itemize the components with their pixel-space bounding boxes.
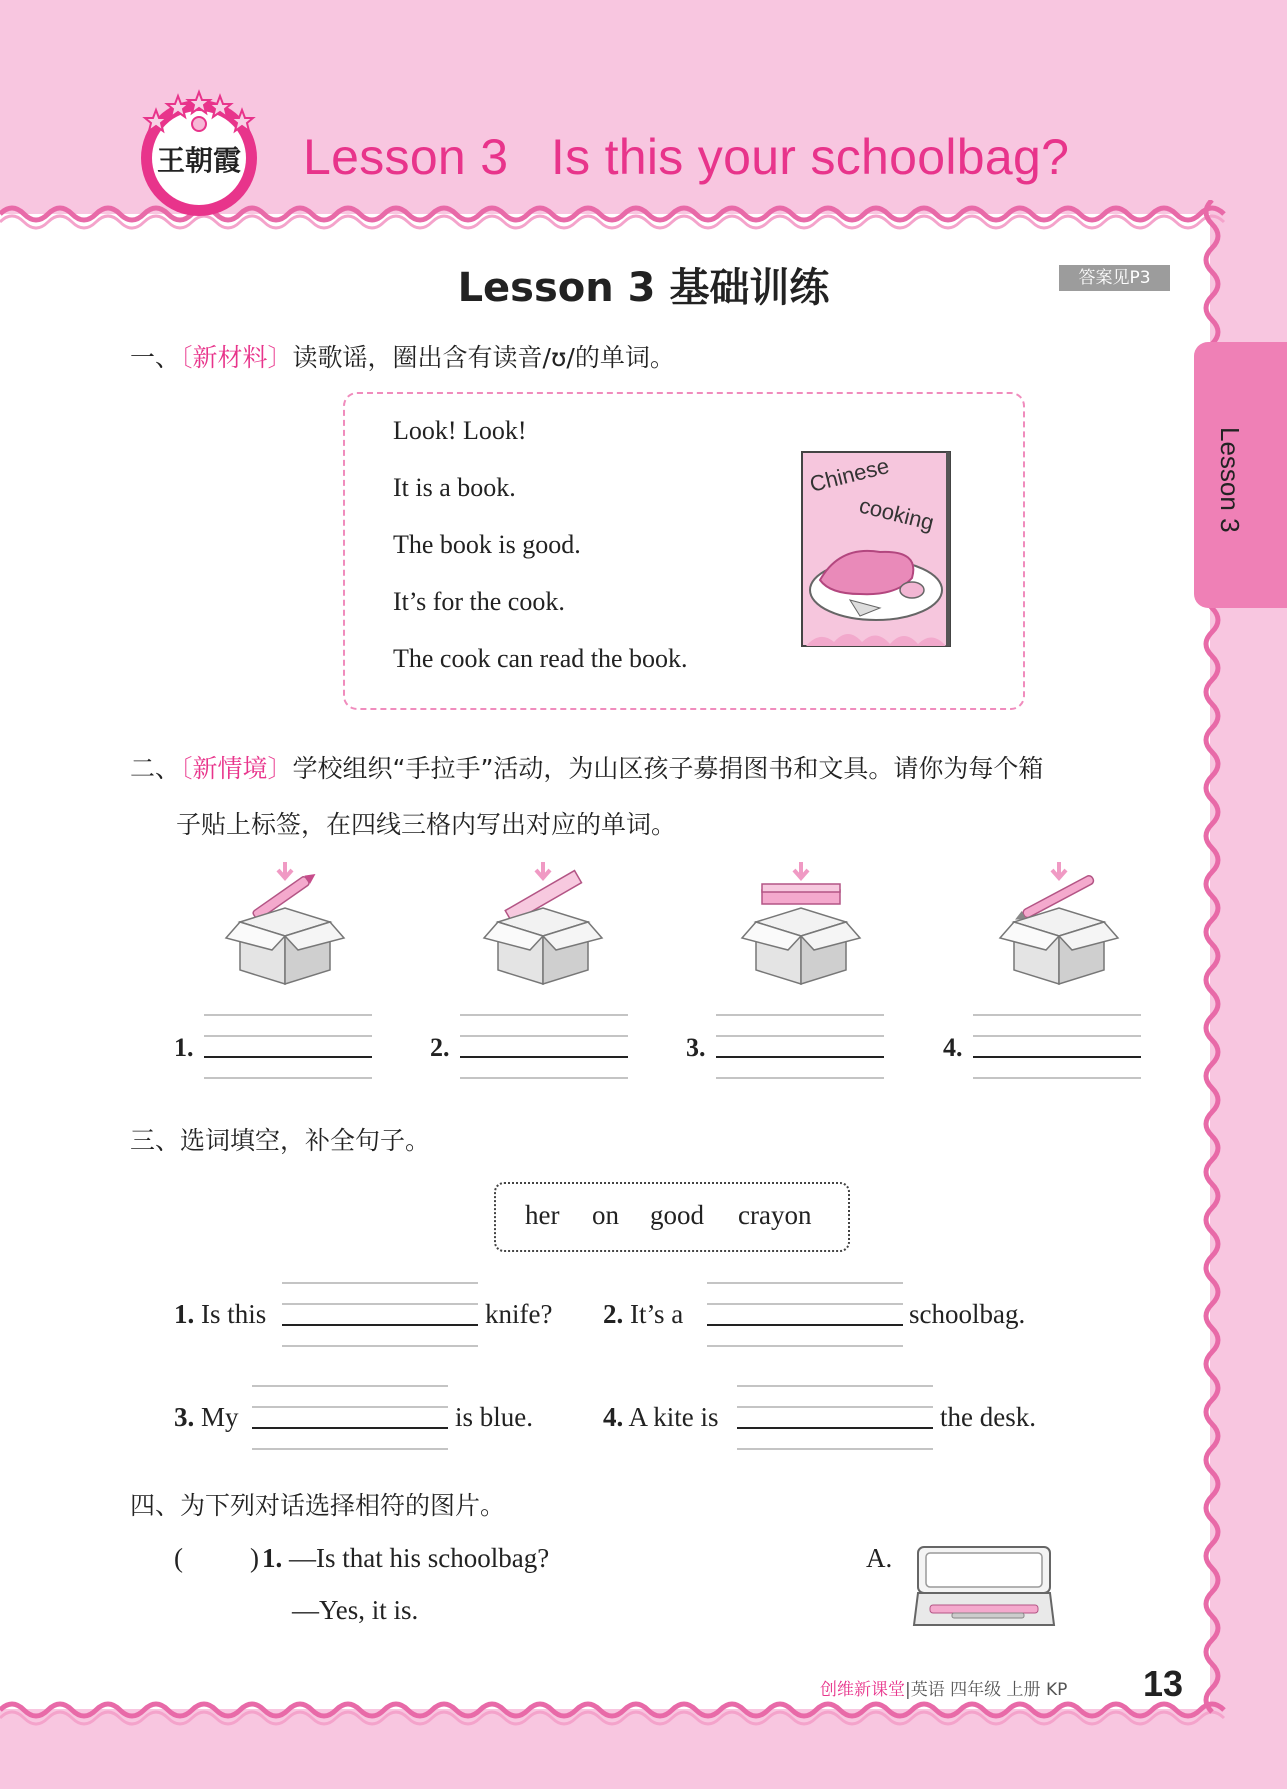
dialog-1-line-1: 1. —Is that his schoolbag? [262,1543,550,1573]
item-number: 2. [430,1033,450,1062]
sentence-2-start: 2. It’s a [603,1299,684,1329]
sentence-3-start: 3. My [174,1402,239,1432]
four-line-writing-area[interactable] [204,1014,372,1080]
sentence-1-end: knife? [485,1299,553,1329]
word-bank-word: good [650,1200,704,1230]
poem-line: Look! Look! [393,416,527,445]
side-tab-label: Lesson 3 [1215,427,1245,533]
question-4-instruction: 为下列对话选择相符的图片。 [180,1491,506,1520]
question-2-heading [130,749,1043,785]
four-line-writing-area[interactable] [716,1014,884,1080]
sentence-4-start: 4. A kite is [603,1402,719,1432]
option-a-label: A. [866,1543,893,1573]
question-2-number: 二、 [130,754,181,783]
sentence-4-end: the desk. [940,1402,1036,1432]
item-number: 4. [943,1033,963,1062]
sentence-4-blank[interactable] [737,1385,933,1451]
sentence-3-end: is blue. [455,1402,533,1432]
question-1-tag: 〔新材料〕 [180,343,293,372]
question-4-heading [130,1486,505,1522]
poem-line: The cook can read the book. [393,644,688,673]
answer-paren-open: ( [174,1543,183,1573]
question-4-number: 四、 [130,1491,181,1520]
cookbook-cover-illustration [800,450,952,648]
footer-info: 英语 四年级 上册 KP [910,1680,1068,1700]
ruler-icon [478,860,608,990]
book-title-line2: cooking [856,492,937,536]
book-title-line1: Chinese [807,453,892,497]
sentence-1-start: 1. Is this [174,1299,267,1329]
answer-paren-close[interactable]: ) [250,1543,259,1573]
footer-series-info: 创维新课堂|英语 四年级 上册 KP [820,1680,1068,1700]
question-1-heading [130,338,675,374]
question-2-instruction-continued: 子贴上标签，在四线三格内写出对应的单词。 [176,810,677,839]
crayon-icon [220,860,350,990]
question-1-number: 一、 [130,343,181,372]
page-header-title: Lesson 3 Is this your schoolbag? [303,129,1070,185]
question-2-tag: 〔新情境〕 [180,754,293,783]
poem-line: It is a book. [393,473,516,502]
question-3-number: 三、 [130,1126,181,1155]
question-1-instruction: 读歌谣，圈出含有读音/ʊ/的单词。 [292,343,675,372]
bottom-wave-border [0,1696,1235,1732]
answer-reference-badge: 答案见P3 [1059,265,1170,291]
logo-text: 王朝霞 [156,144,242,177]
section-title: Lesson 3 基础训练 [457,265,830,311]
word-bank-word: crayon [738,1200,812,1230]
item-number: 1. [174,1033,194,1062]
sentence-3-blank[interactable] [252,1385,448,1451]
four-line-writing-area[interactable] [973,1014,1141,1080]
question-3-instruction: 选词填空，补全句子。 [180,1126,431,1155]
pen-icon [994,860,1124,990]
item-number: 3. [686,1033,706,1062]
sentence-1-blank[interactable] [282,1282,478,1348]
footer-brand: 创维新课堂 [820,1680,905,1700]
four-line-writing-area[interactable] [460,1014,628,1080]
poem-line: The book is good. [393,530,581,559]
page-number: 13 [1143,1663,1184,1704]
dialog-1-line-2: —Yes, it is. [292,1595,419,1625]
publisher-logo [134,88,264,218]
question-3-heading [130,1121,430,1157]
word-bank-word: on [592,1200,619,1230]
sentence-2-end: schoolbag. [909,1299,1026,1329]
word-bank-word: her [525,1200,560,1230]
poem-line: It’s for the cook. [393,587,565,616]
sentence-2-blank[interactable] [707,1282,903,1348]
question-2-instruction: 学校组织“手拉手”活动，为山区孩子募捐图书和文具。请你为每个箱 [292,754,1044,783]
pencil-case-icon[interactable] [912,1543,1056,1633]
book-icon [736,860,866,990]
